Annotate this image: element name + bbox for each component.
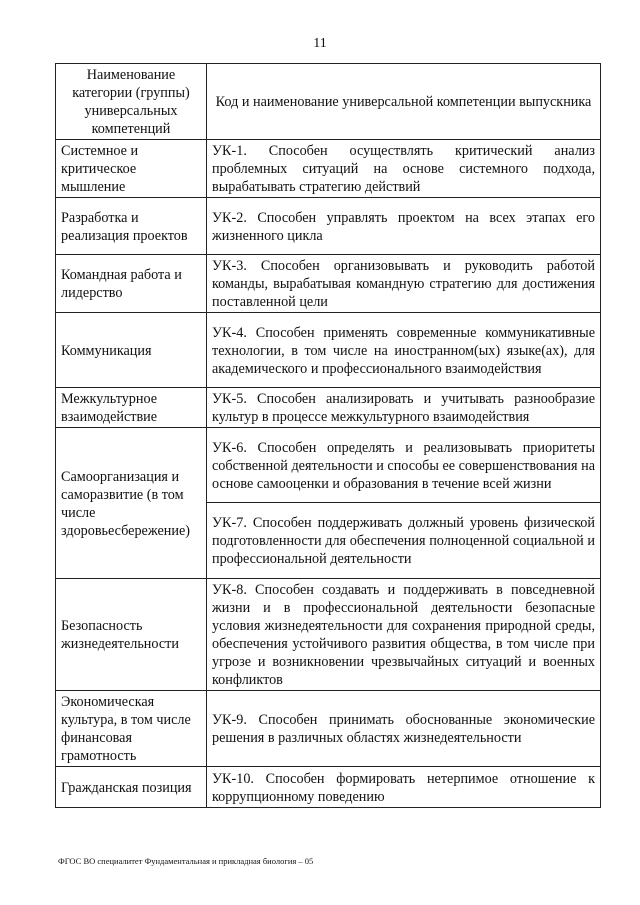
category-cell: Системное и критическое мышление: [56, 140, 207, 198]
table-row: [56, 767, 601, 808]
table-row: [56, 313, 601, 388]
table-row: [56, 140, 601, 198]
table-row: [56, 428, 601, 503]
competence-cell: УК-9. Способен принимать обоснованные экономические решения в различных областях жизнедеятельности: [207, 691, 601, 767]
competence-cell: УК-8. Способен создавать и поддерживать в повседневной жизни и в профессиональной деятельности безопасные условия жизнедеятельности для сохранения природной среды, обеспечения устойчивого развития общества, в том числе при угрозе и возникновении чрезвычайных ситуаций и военных конфликтов: [207, 579, 601, 691]
competence-cell: УК-3. Способен организовывать и руководить работой команды, вырабатывая командную стратегию для достижения поставленной цели: [207, 255, 601, 313]
header-category: Наименование категории (группы) универсальных компетенций: [56, 64, 207, 140]
table-row: [56, 255, 601, 313]
competencies-table: [55, 63, 601, 808]
table-row: [56, 198, 601, 255]
category-cell: Командная работа и лидерство: [56, 255, 207, 313]
category-cell: Коммуникация: [56, 313, 207, 388]
competence-cell: УК-4. Способен применять современные коммуникативные технологии, в том числе на иностранном(ых) языке(ах), для академического и профессионального взаимодействия: [207, 313, 601, 388]
category-cell: Безопасность жизнедеятельности: [56, 579, 207, 691]
competence-cell: УК-7. Способен поддерживать должный уровень физической подготовленности для обеспечения полноценной социальной и профессиональной деятельности: [207, 503, 601, 579]
competence-cell: УК-1. Способен осуществлять критический анализ проблемных ситуаций на основе системного подхода, вырабатывать стратегию действий: [207, 140, 601, 198]
category-cell: Экономическая культура, в том числе финансовая грамотность: [56, 691, 207, 767]
category-cell: Гражданская позиция: [56, 767, 207, 808]
competence-cell: УК-2. Способен управлять проектом на всех этапах его жизненного цикла: [207, 198, 601, 255]
footer-text: ФГОС ВО специалитет Фундаментальная и прикладная биология – 05: [58, 856, 314, 866]
table-row: [56, 579, 601, 691]
table-header-row: [56, 64, 601, 140]
page-number: 11: [313, 36, 327, 51]
competence-cell: УК-10. Способен формировать нетерпимое отношение к коррупционному поведению: [207, 767, 601, 808]
category-cell: Самоорганизация и саморазвитие (в том числе здоровьесбережение): [56, 428, 207, 579]
category-cell: Межкультурное взаимодействие: [56, 388, 207, 428]
table-row: [56, 691, 601, 767]
competence-cell: УК-6. Способен определять и реализовывать приоритеты собственной деятельности и способы ее совершенствования на основе самооценки и образования в течение всей жизни: [207, 428, 601, 503]
competence-cell: УК-5. Способен анализировать и учитывать разнообразие культур в процессе межкультурного взаимодействия: [207, 388, 601, 428]
category-cell: Разработка и реализация проектов: [56, 198, 207, 255]
header-competence: Код и наименование универсальной компетенции выпускника: [207, 64, 601, 140]
table-row: [56, 388, 601, 428]
